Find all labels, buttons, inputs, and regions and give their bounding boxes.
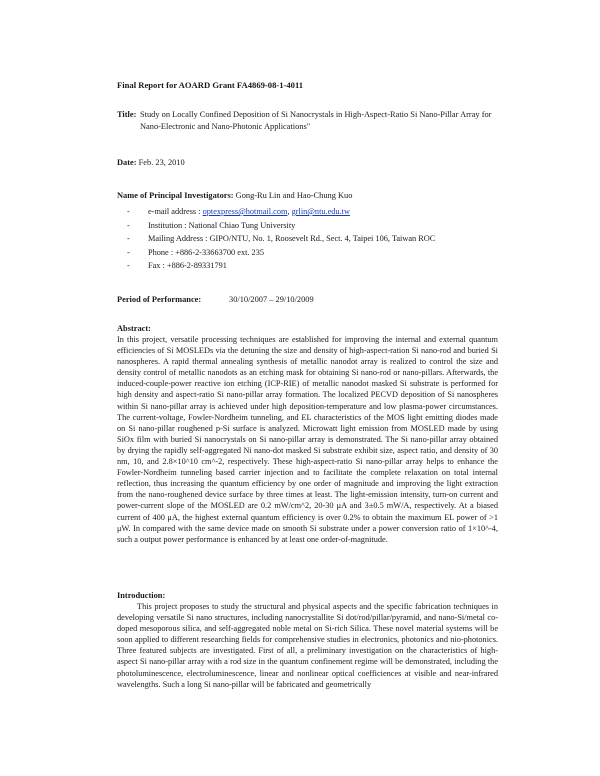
institution-item: - Institution : National Chiao Tung University bbox=[127, 219, 435, 233]
fax-item: - Fax : +886-2-89331791 bbox=[127, 259, 435, 273]
title-label: Title: bbox=[117, 110, 137, 119]
abstract-body: In this project, versatile processing techniques are established for improving the internal and external quantum efficiencies of Si MOSLEDs via the detuning the size and density of high-aspect-ration Si nano-rod and buried Si nanospheres. A rapid thermal annealing synthesis of metallic nanodot array is realized to control the size and density control of metallic nanodots as an etching mask for obtaining Si nano-rod or nano-pillars. Afterwards, the induced-couple-power reactive ion etching (ICP-RIE) of metallic nanodot masked Si substrate is performed for high density and aspect-ratio Si nano-pillar array formation. The localized PECVD deposition of Si nanospheres within Si nano-pillar array is achieved under high deposition-temperature and low plasma-power circumstances. The current-voltage, Fowler-Nordheim tunneling, and EL characteristics of the MOS light emitting diodes made on Si nano-pillar roughened p-Si surface is analyzed. Microwatt light emission from MOSLED made by using SiOx film with buried Si nanocrystals on Si nano-pillar array is demonstrated. The Si nano-pillar array obtained by drying the rapidly self-aggregated Ni nano-dot masked Si substrate exhibit size, aspect ratio, and density of 30 nm, 10, and 2.8×10^10 cm^-2, respectively. These high-aspect-ratio Si nano-pillar array helps to enhance the Fowler-Nordheim tunneling based carrier injection and to facilitate the complete relaxation on total internal reflection, thus increasing the quantum efficiency by one order of magnitude and improving the light extraction from the nano-roughened device surface by three times at least. The light-emission intensity, turn-on current and power-current slope of the MOSLED are 0.2 mW/cm^2, 20-30 μA and 3±0.5 mW/A, respectively. At a biased current of 400 μA, the highest external quantum efficiency is over 0.2% to obtain the maximum EL power of >1 μW. In compared with the same device made on smooth Si substrate under a power conversion ratio of 1×10^-4, such a output power performance is enhanced by at least one order-of-magnitude. bbox=[117, 335, 498, 544]
phone-item: - Phone : +886-2-33663700 ext. 235 bbox=[127, 246, 435, 260]
title-section bbox=[117, 109, 512, 131]
email-link-1[interactable]: optexpress@hotmail.com bbox=[202, 207, 288, 216]
report-header: Final Report for AOARD Grant FA4869-08-1-4011 bbox=[117, 80, 304, 90]
period-value: 30/10/2007 – 29/10/2009 bbox=[229, 295, 314, 304]
email-separator: , bbox=[287, 207, 290, 216]
period-label: Period of Performance: bbox=[117, 295, 202, 304]
pi-value: Gong-Ru Lin and Hao-Chung Kuo bbox=[235, 191, 353, 200]
pi-line bbox=[117, 190, 352, 202]
email-prefix: e-mail address : bbox=[148, 207, 201, 216]
email-item bbox=[127, 205, 435, 219]
date-label: Date: bbox=[117, 158, 137, 167]
contact-list bbox=[127, 205, 435, 273]
date-value: Feb. 23, 2010 bbox=[138, 158, 185, 167]
introduction-heading: Introduction: bbox=[117, 591, 166, 600]
period-line bbox=[117, 294, 314, 306]
pi-label: Name of Principal Investigators: bbox=[117, 191, 234, 200]
email-link-2[interactable]: grlin@ntu.edu.tw bbox=[291, 207, 350, 216]
abstract-heading: Abstract: bbox=[117, 324, 151, 333]
title-text: Study on Locally Confined Deposition of Si Nanocrystals in High-Aspect-Ratio Si Nano-Pillar Array for Nano-Electronic and Nano-Photonic Applications" bbox=[140, 110, 492, 131]
mailing-address-item: - Mailing Address : GIPO/NTU, No. 1, Roosevelt Rd., Sect. 4, Taipei 106, Taiwan ROC bbox=[127, 232, 435, 246]
date-line bbox=[117, 157, 185, 169]
introduction-body: This project proposes to study the structural and physical aspects and the specific fabrication techniques in developing versatile Si nano structures, including nanocrystallite Si dot/rod/pillar/pyramid, and nano-Si/metal co-doped mesoporous silica, and self-aggregated noble metal on Si-rich Silica. These novel material systems will be soon applied to different researching fields for comprehensive studies in electronics, photonics and nio-photonics. Three featured subjects are investigated. First of all, a preliminary investigation on the characteristics of high-aspect Si nano-pillar array with a rod size in the quantum confinement regime will be demonstrated, including the photoluminescence, electroluminescence, linear and nonlinear optical coefficiences at visible and near-infrared wavelengths. Such a long Si nano-pillar will be fabricated and geometrically bbox=[117, 602, 498, 689]
